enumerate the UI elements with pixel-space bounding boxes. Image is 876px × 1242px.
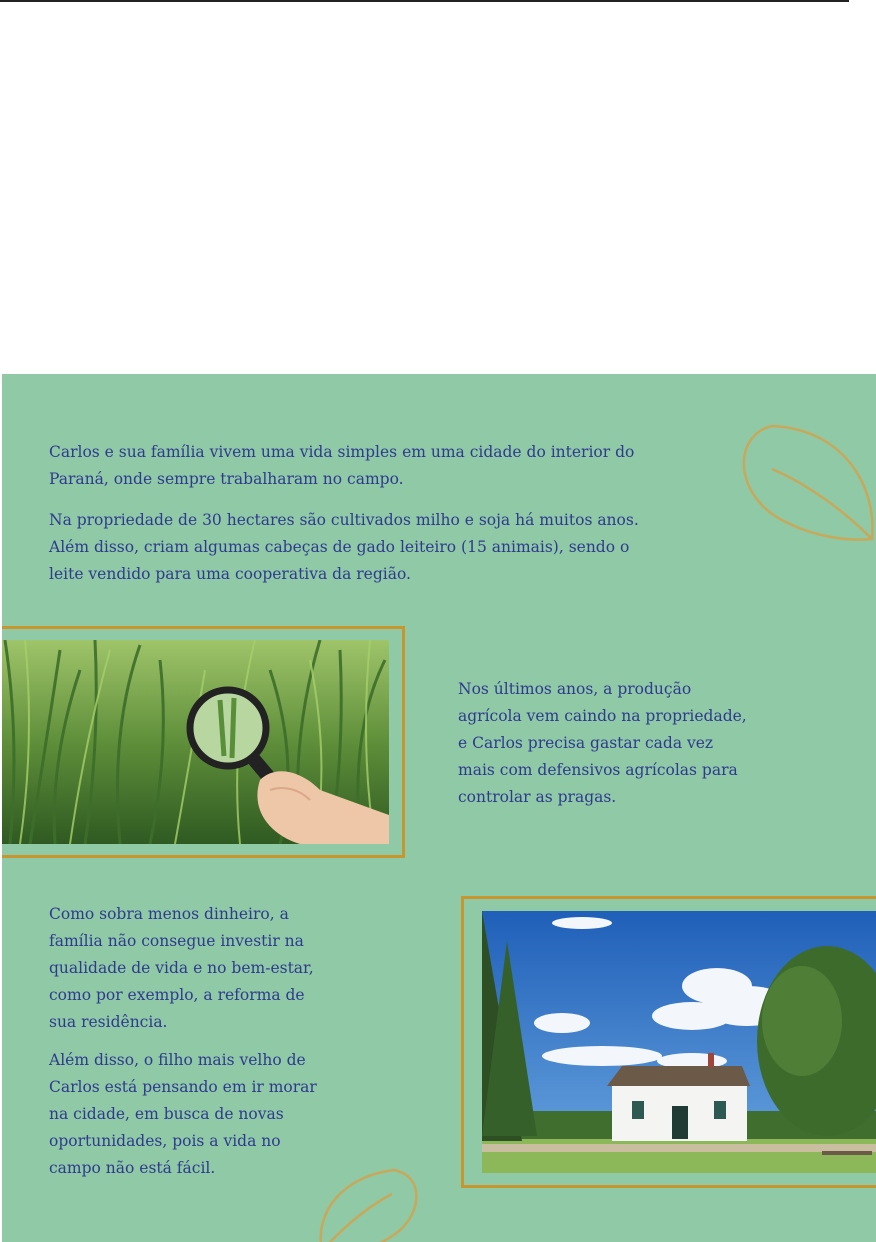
son-paragraph: Além disso, o filho mais velho de Carlos está pensando em ir morar na cidade, em busca de novas oportunidades, pois a vida no campo não está fácil. — [49, 1051, 317, 1177]
story-panel — [2, 374, 876, 1242]
crop-magnifier-photo — [2, 640, 389, 844]
production-paragraph: Nos últimos anos, a produção agrícola vem caindo na propriedade, e Carlos precisa gastar cada vez mais com defensivos agrícolas para controlar as pragas. — [458, 680, 747, 806]
money-paragraph: Como sobra menos dinheiro, a família não consegue investir na qualidade de vida e no bem-estar, como por exemplo, a reforma de sua residência. — [49, 905, 314, 1031]
top-rule — [0, 0, 849, 2]
intro-paragraph-2: Na propriedade de 30 hectares são cultivados milho e soja há muitos anos. Além disso, criam algumas cabeças de gado leiteiro (15 animais), sendo o leite vendido para uma cooperativa da região. — [49, 511, 639, 583]
intro-paragraph-1: Carlos e sua família vivem uma vida simples em uma cidade do interior do Paraná, onde sempre trabalharam no campo. — [49, 443, 635, 488]
farmhouse-photo — [482, 911, 876, 1173]
